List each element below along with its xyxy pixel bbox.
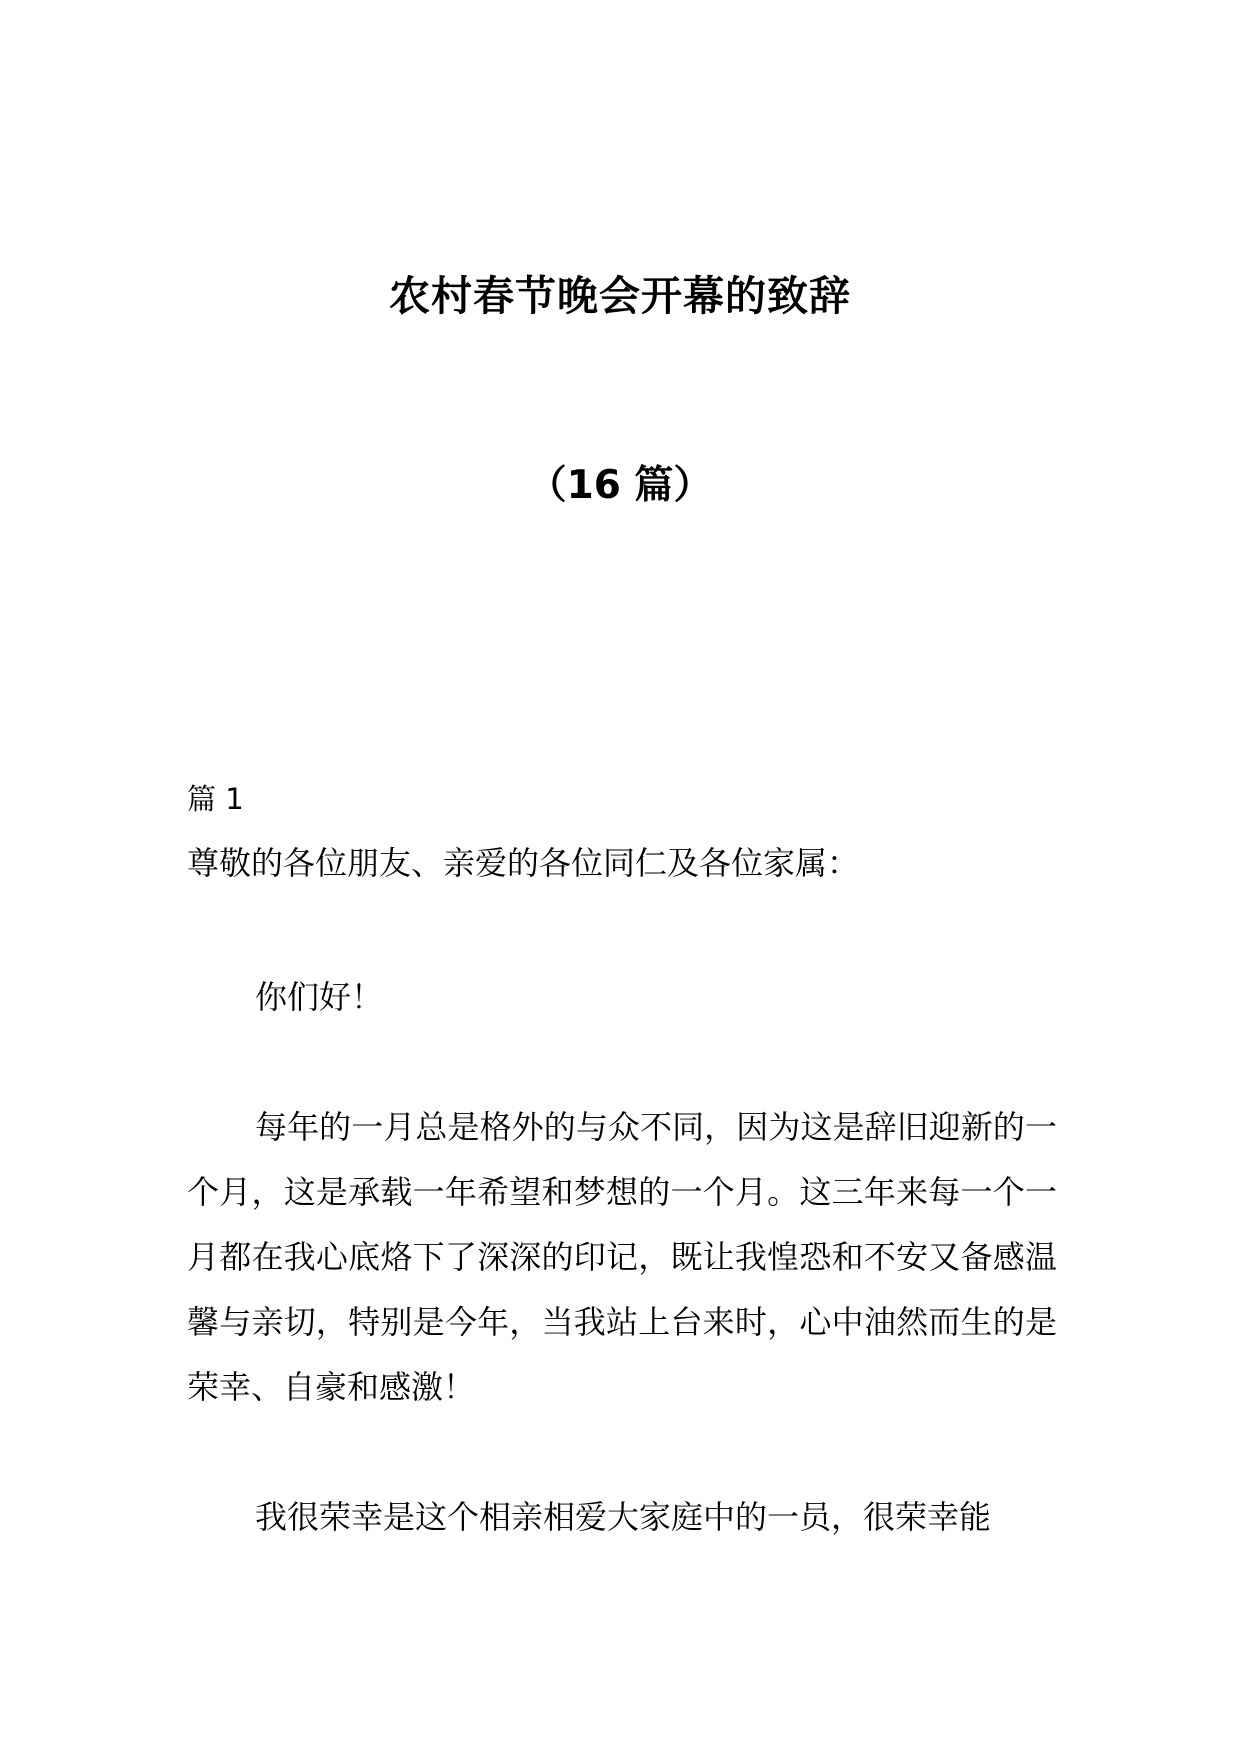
- paragraph: 每年的一月总是格外的与众不同，因为这是辞旧迎新的一个月，这是承载一年希望和梦想的一个月。这三年来每一个一月都在我心底烙下了深深的印记，既让我惶恐和不安又备感温馨与亲切，特别是今年，当我站上台来时，心中油然而生的是荣幸、自豪和感激！: [187, 1108, 1057, 1406]
- salutation: 尊敬的各位朋友、亲爱的各位同仁及各位家属：: [187, 844, 860, 882]
- section-label: 篇 1: [187, 782, 244, 816]
- document-subtitle: （16 篇）: [527, 463, 713, 508]
- paragraph: 我很荣幸是这个相亲相爱大家庭中的一员，很荣幸能: [255, 1498, 992, 1536]
- document-title: 农村春节晚会开幕的致辞: [389, 272, 851, 320]
- paragraph-greeting: 你们好！: [255, 978, 384, 1016]
